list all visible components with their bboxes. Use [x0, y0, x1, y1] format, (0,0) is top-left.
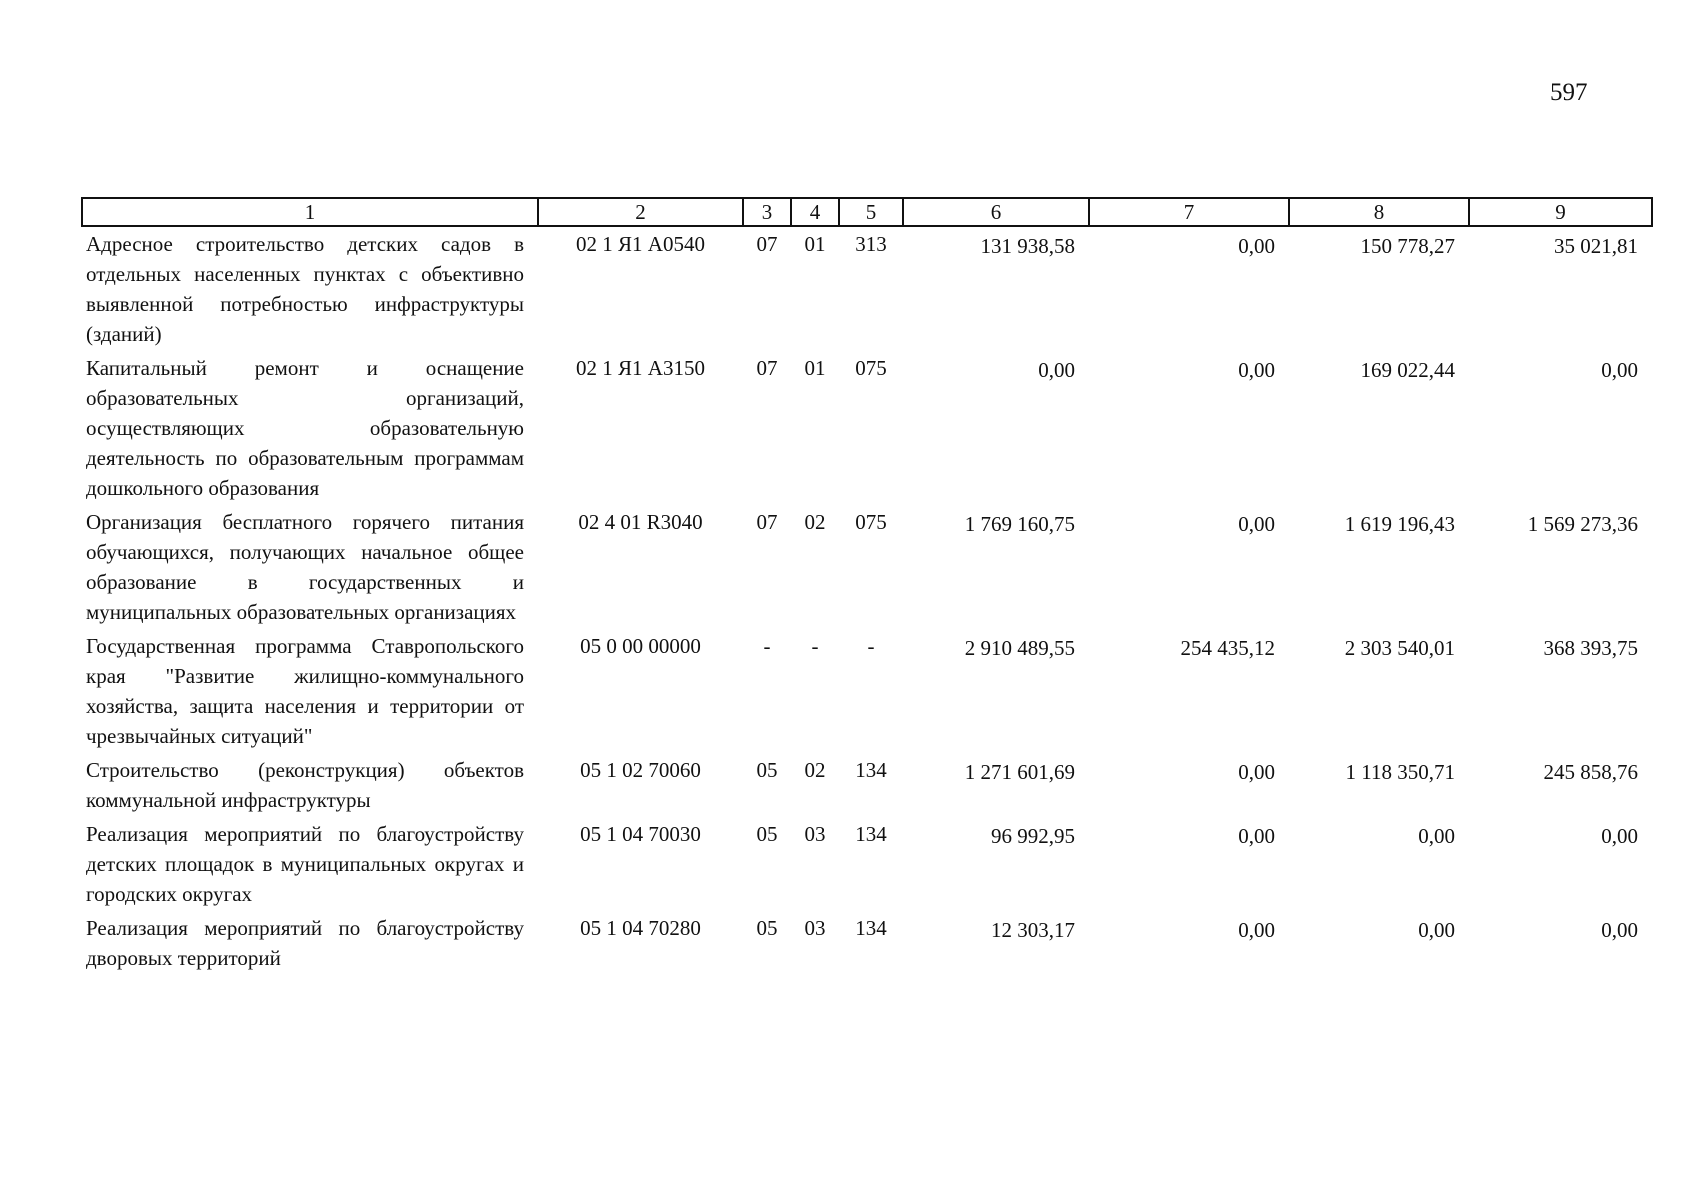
row-subsection: 02 — [804, 510, 826, 534]
row-subsection: 03 — [804, 916, 826, 940]
row-subsection: 01 — [804, 356, 826, 380]
column-header-3: 3 — [743, 198, 791, 226]
row-section: 05 — [756, 822, 778, 846]
row-subsection: 01 — [804, 232, 826, 256]
row-amount-7: 0,00 — [1238, 234, 1275, 258]
table-row — [82, 351, 1652, 505]
row-code: 05 1 04 70030 — [580, 822, 701, 846]
page-number: 597 — [1550, 79, 1588, 106]
row-amount-7: 0,00 — [1238, 358, 1275, 382]
row-amount-7: 254 435,12 — [1180, 636, 1275, 660]
row-name: Организация бесплатного горячего питания обучающихся, получающих начальное общее образование в государственных и муниципальных образовательных организациях — [86, 510, 524, 624]
row-section: 07 — [756, 232, 778, 256]
row-amount-7: 0,00 — [1238, 760, 1275, 784]
row-name: Адресное строительство детских садов в отдельных населенных пунктах с объективно выявленной потребностью инфраструктуры (зданий) — [86, 232, 524, 346]
row-name: Реализация мероприятий по благоустройству детских площадок в муниципальных округах и городских округах — [86, 822, 524, 906]
row-amount-9: 245 858,76 — [1543, 760, 1638, 784]
column-header-5: 5 — [839, 198, 903, 226]
row-amount-9: 368 393,75 — [1543, 636, 1638, 660]
row-expense-type: 134 — [855, 916, 887, 940]
row-amount-9: 1 569 273,36 — [1527, 512, 1638, 536]
row-amount-6: 1 769 160,75 — [964, 512, 1075, 536]
column-header-9: 9 — [1469, 198, 1652, 226]
row-amount-9: 0,00 — [1601, 358, 1638, 382]
row-section: - — [763, 634, 771, 658]
column-header-8: 8 — [1289, 198, 1469, 226]
row-section: 07 — [756, 510, 778, 534]
row-amount-9: 35 021,81 — [1554, 234, 1638, 258]
row-amount-8: 169 022,44 — [1360, 358, 1455, 382]
row-name: Государственная программа Ставропольского края "Развитие жилищно-коммунального хозяйства, защита населения и территории от чрезвычайных ситуаций" — [86, 634, 524, 748]
budget-table — [81, 197, 1653, 975]
row-amount-8: 1 118 350,71 — [1345, 760, 1455, 784]
table-row — [82, 505, 1652, 629]
row-expense-type: - — [867, 634, 875, 658]
table-row — [82, 226, 1652, 351]
row-amount-8: 1 619 196,43 — [1344, 512, 1455, 536]
row-section: 07 — [756, 356, 778, 380]
column-header-7: 7 — [1089, 198, 1289, 226]
row-amount-8: 150 778,27 — [1360, 234, 1455, 258]
column-header-6: 6 — [903, 198, 1089, 226]
row-code: 02 1 Я1 А0540 — [576, 232, 705, 256]
row-amount-9: 0,00 — [1601, 918, 1638, 942]
row-subsection: 02 — [804, 758, 826, 782]
row-name: Реализация мероприятий по благоустройству дворовых территорий — [86, 916, 524, 970]
table-row — [82, 817, 1652, 911]
row-amount-8: 2 303 540,01 — [1344, 636, 1455, 660]
row-expense-type: 134 — [855, 822, 887, 846]
row-amount-6: 12 303,17 — [991, 918, 1075, 942]
row-code: 05 1 04 70280 — [580, 916, 701, 940]
row-amount-6: 131 938,58 — [980, 234, 1075, 258]
row-subsection: - — [811, 634, 819, 658]
row-code: 05 1 02 70060 — [580, 758, 701, 782]
row-amount-9: 0,00 — [1601, 824, 1638, 848]
row-amount-7: 0,00 — [1238, 824, 1275, 848]
row-amount-8: 0,00 — [1418, 824, 1455, 848]
row-expense-type: 134 — [855, 758, 887, 782]
row-section: 05 — [756, 916, 778, 940]
row-expense-type: 313 — [855, 232, 887, 256]
row-name: Капитальный ремонт и оснащение образовательных организаций, осуществляющих образовательную деятельность по образовательным программам дошкольного образования — [86, 356, 524, 500]
column-header-2: 2 — [538, 198, 743, 226]
row-amount-6: 0,00 — [1038, 358, 1075, 382]
table-row — [82, 629, 1652, 753]
row-code: 02 1 Я1 А3150 — [576, 356, 705, 380]
row-amount-7: 0,00 — [1238, 512, 1275, 536]
table-row — [82, 911, 1652, 975]
column-header-4: 4 — [791, 198, 839, 226]
row-subsection: 03 — [804, 822, 826, 846]
row-name: Строительство (реконструкция) объектов коммунальной инфраструктуры — [86, 758, 524, 812]
row-section: 05 — [756, 758, 778, 782]
table-row — [82, 753, 1652, 817]
column-header-1: 1 — [82, 198, 538, 226]
row-amount-6: 1 271 601,69 — [964, 760, 1075, 784]
row-code: 05 0 00 00000 — [580, 634, 701, 658]
row-amount-6: 96 992,95 — [991, 824, 1075, 848]
row-amount-6: 2 910 489,55 — [964, 636, 1075, 660]
header-row — [82, 198, 1652, 226]
row-amount-7: 0,00 — [1238, 918, 1275, 942]
row-code: 02 4 01 R3040 — [578, 510, 703, 534]
row-expense-type: 075 — [855, 356, 887, 380]
row-amount-8: 0,00 — [1418, 918, 1455, 942]
row-expense-type: 075 — [855, 510, 887, 534]
